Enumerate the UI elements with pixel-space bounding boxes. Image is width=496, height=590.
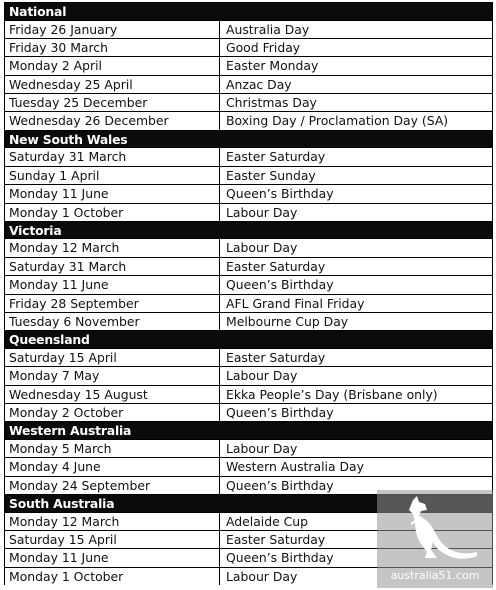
- holiday-cell: Boxing Day / Proclamation Day (SA): [226, 113, 449, 129]
- watermark: [377, 490, 493, 588]
- holiday-cell: Australia Day: [226, 21, 310, 37]
- table-row: [4, 385, 493, 403]
- table-row: [4, 439, 493, 457]
- table-row: [4, 457, 493, 475]
- date-cell: Friday 26 January: [5, 21, 220, 38]
- date-cell: Monday 2 April: [5, 57, 220, 74]
- date-cell: Monday 11 June: [5, 549, 220, 566]
- date-cell: Monday 5 March: [5, 440, 220, 457]
- holiday-cell: Easter Saturday: [226, 258, 326, 274]
- holiday-cell: Easter Monday: [226, 58, 319, 74]
- holiday-cell: Western Australia Day: [226, 459, 364, 475]
- date-cell: Monday 11 June: [5, 276, 220, 293]
- holiday-cell: Labour Day: [226, 368, 298, 384]
- holiday-cell: Labour Day: [226, 204, 298, 220]
- table-row: [4, 203, 493, 221]
- table-row: [4, 93, 493, 111]
- section-header: New South Wales: [4, 130, 493, 148]
- date-cell: Saturday 15 April: [5, 349, 220, 366]
- holiday-cell: Easter Sunday: [226, 167, 316, 183]
- holiday-cell: Labour Day: [226, 240, 298, 256]
- date-cell: Monday 12 March: [5, 239, 220, 256]
- date-cell: Monday 11 June: [5, 185, 220, 202]
- date-cell: Tuesday 25 December: [5, 94, 220, 111]
- holiday-cell: Queen’s Birthday: [226, 186, 334, 202]
- section-header: National: [4, 2, 493, 20]
- holiday-cell: Queen’s Birthday: [226, 277, 334, 293]
- table-row: [4, 147, 493, 165]
- table-row: [4, 56, 493, 74]
- date-cell: Monday 12 March: [5, 513, 220, 530]
- holiday-cell: Queen’s Birthday: [226, 477, 334, 493]
- section-header: Victoria: [4, 221, 493, 239]
- date-cell: Monday 1 October: [5, 568, 220, 585]
- holiday-cell: Labour Day: [226, 568, 298, 584]
- holiday-cell: Queen’s Birthday: [226, 550, 334, 566]
- date-cell: Friday 28 September: [5, 295, 220, 312]
- table-row: [4, 238, 493, 256]
- date-cell: Monday 7 May: [5, 367, 220, 384]
- table-row: [4, 294, 493, 312]
- table-row: [4, 275, 493, 293]
- table-row: [4, 75, 493, 93]
- table-row: [4, 366, 493, 384]
- date-cell: Wednesday 26 December: [5, 112, 220, 129]
- date-cell: Sunday 1 April: [5, 167, 220, 184]
- table-row: [4, 257, 493, 275]
- section-header: Western Australia: [4, 421, 493, 439]
- section-header: South Australia: [4, 494, 493, 512]
- holiday-cell: Ekka People’s Day (Brisbane only): [226, 386, 438, 402]
- table-row: [4, 166, 493, 184]
- table-row: [4, 111, 493, 129]
- table-row: [4, 38, 493, 56]
- holiday-cell: Anzac Day: [226, 76, 292, 92]
- table-row: [4, 312, 493, 330]
- date-cell: Tuesday 6 November: [5, 313, 220, 330]
- holiday-cell: AFL Grand Final Friday: [226, 295, 365, 311]
- date-cell: Saturday 31 March: [5, 148, 220, 165]
- holiday-cell: Labour Day: [226, 440, 298, 456]
- kangaroo-icon: [391, 494, 479, 564]
- holiday-cell: Christmas Day: [226, 95, 317, 111]
- section-header: Queensland: [4, 330, 493, 348]
- date-cell: Monday 1 October: [5, 204, 220, 221]
- holiday-cell: Easter Saturday: [226, 349, 326, 365]
- holiday-cell: Queen’s Birthday: [226, 405, 334, 421]
- holiday-cell: Melbourne Cup Day: [226, 313, 349, 329]
- holiday-cell: Adelaide Cup: [226, 513, 309, 529]
- date-cell: Monday 24 September: [5, 477, 220, 494]
- table-row: [4, 403, 493, 421]
- table-row: [4, 348, 493, 366]
- date-cell: Monday 2 October: [5, 404, 220, 421]
- holiday-cell: Easter Saturday: [226, 531, 326, 547]
- holiday-cell: Easter Saturday: [226, 149, 326, 165]
- holiday-cell: Good Friday: [226, 39, 301, 55]
- date-cell: Saturday 31 March: [5, 258, 220, 275]
- date-cell: Wednesday 25 April: [5, 76, 220, 93]
- date-cell: Friday 30 March: [5, 39, 220, 56]
- date-cell: Saturday 15 April: [5, 531, 220, 548]
- date-cell: Wednesday 15 August: [5, 386, 220, 403]
- table-row: [4, 20, 493, 38]
- date-cell: Monday 4 June: [5, 458, 220, 475]
- watermark-text: australia51.com: [390, 569, 480, 582]
- table-row: [4, 184, 493, 202]
